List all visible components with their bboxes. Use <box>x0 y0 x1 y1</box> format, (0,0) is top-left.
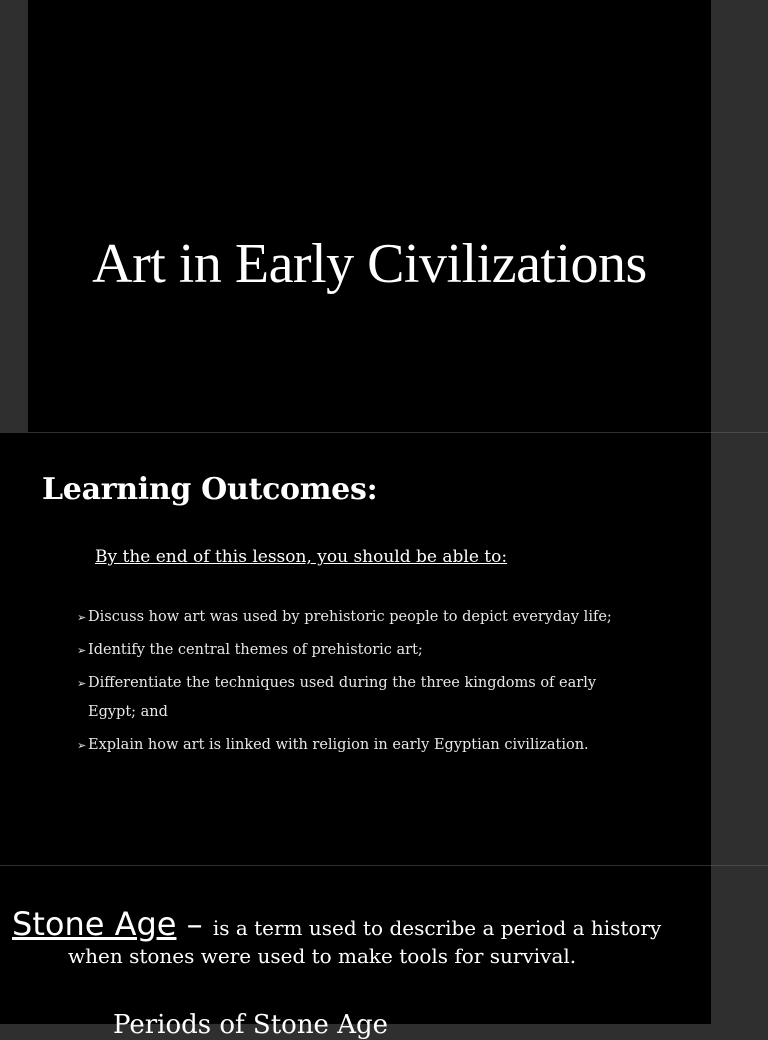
learning-outcomes-heading: Learning Outcomes: <box>42 472 378 507</box>
viewer-right-margin <box>711 0 768 1024</box>
outcomes-list <box>77 603 647 764</box>
arrow-bullet-icon: ➢ <box>77 677 87 690</box>
learning-outcomes-subheading: By the end of this lesson, you should be able to: <box>95 547 508 567</box>
slide-title <box>28 0 711 432</box>
stone-age-term: Stone Age <box>12 905 177 943</box>
slide-title-text: Art in Early Civilizations <box>92 233 647 295</box>
slide-divider <box>711 432 768 433</box>
em-dash: – <box>176 905 213 943</box>
periods-heading: Periods of Stone Age <box>113 1010 389 1040</box>
slide-divider <box>711 865 768 866</box>
outcome-text: Discuss how art was used by prehistoric people to depict everyday life; <box>88 609 612 625</box>
definition-text: is a term used to describe a period a history <box>212 916 662 940</box>
arrow-bullet-icon: ➢ <box>77 611 87 624</box>
outcome-text: Differentiate the techniques used during the three kingdoms of early Egypt; and <box>88 675 597 720</box>
arrow-bullet-icon: ➢ <box>77 644 87 657</box>
outcome-text: Identify the central themes of prehistoric art; <box>88 642 423 658</box>
list-item <box>77 669 647 727</box>
list-item <box>77 603 647 632</box>
list-item <box>77 731 647 760</box>
list-item <box>77 636 647 665</box>
arrow-bullet-icon: ➢ <box>77 739 87 752</box>
definition-text-continued: when stones were used to make tools for survival. <box>68 944 577 968</box>
outcome-text: Explain how art is linked with religion in early Egyptian civilization. <box>88 737 589 753</box>
stone-age-definition <box>12 905 661 943</box>
